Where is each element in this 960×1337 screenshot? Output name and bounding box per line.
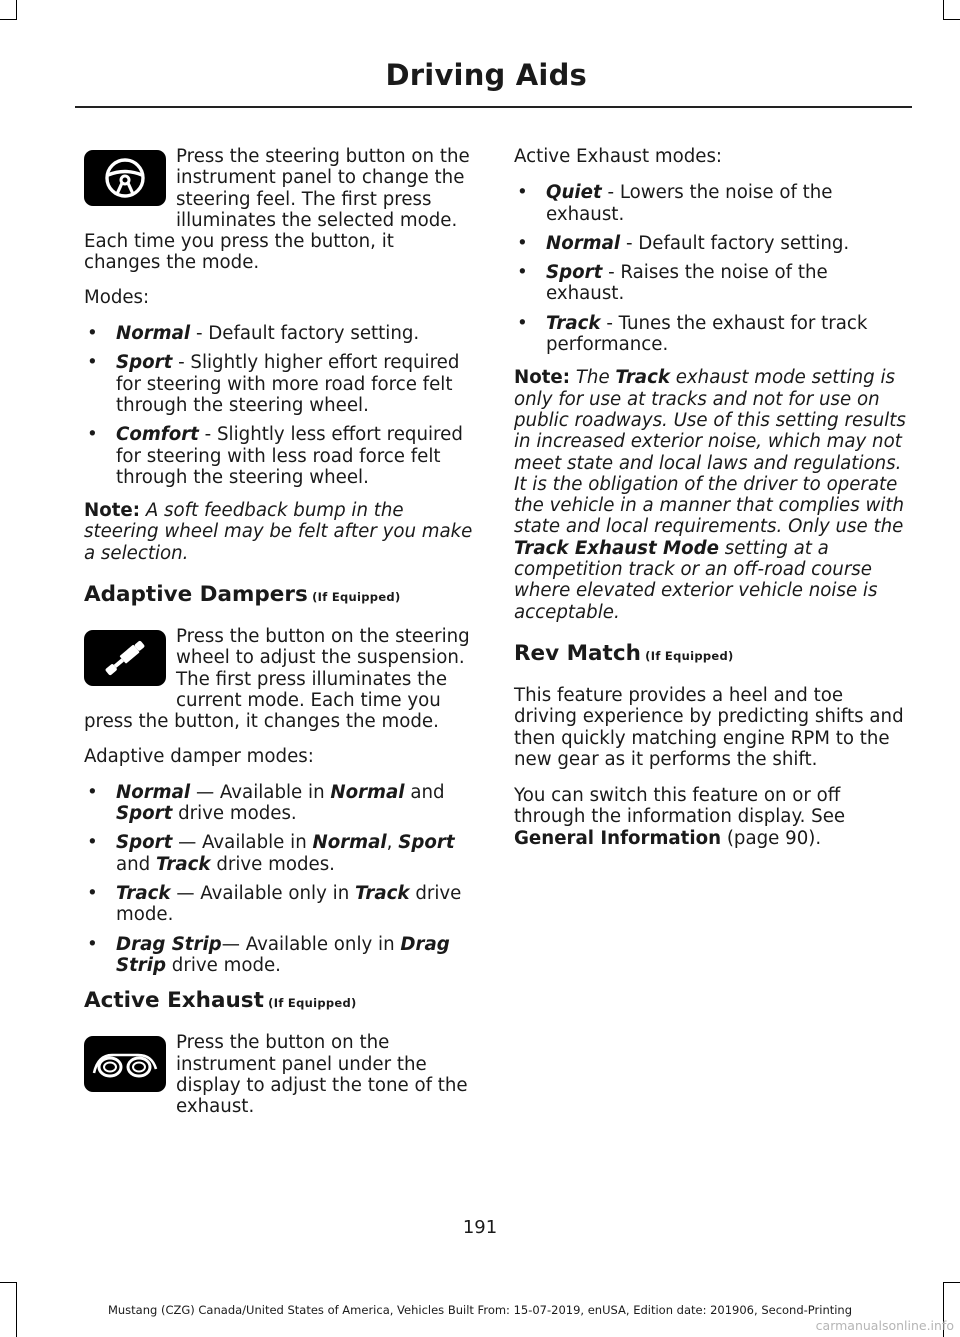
- info-text: You can switch this feature on or off through the information display. See: [514, 785, 846, 828]
- mode-text: — Available only in: [170, 883, 355, 905]
- list-item: [84, 782, 476, 825]
- mode-text: and: [116, 853, 156, 875]
- mode-name: Quiet: [546, 182, 602, 204]
- drive-mode: Normal: [330, 781, 405, 803]
- mode-text: - Lowers the noise of the exhaust.: [546, 182, 833, 225]
- steering-modes-list: [84, 323, 476, 488]
- mode-name: Track: [546, 312, 601, 334]
- list-item: [514, 313, 908, 356]
- note-label: Note:: [84, 500, 141, 522]
- mode-text: — Available in: [172, 832, 313, 854]
- list-item: [84, 323, 476, 344]
- equipped-tag: (If Equipped): [263, 996, 357, 1011]
- dampers-intro: Press the button on the steering wheel to adjust the suspension. The first press illuminates the current mode. Each time you press the button, it changes the mode.: [84, 626, 470, 733]
- shock-absorber-icon: [84, 630, 166, 686]
- steering-note: [84, 500, 476, 564]
- drive-mode: Track: [355, 883, 410, 905]
- crop-mark: [0, 1282, 17, 1283]
- mode-name: Normal: [116, 781, 191, 803]
- note-text: A soft feedback bump in the steering wheel may be felt after you make a selection.: [84, 500, 473, 564]
- equipped-tag: (If Equipped): [640, 648, 734, 663]
- rev-match-description: This feature provides a heel and toe driving experience by predicting shifts and then quickly matching engine RPM to the new gear as it performs the shift.: [514, 684, 904, 770]
- note-text: exhaust mode setting is only for use at tracks and not for use on public roadways. Use of this setting results in increased exterior noise, which may not meet state and local laws and regulations. It is the obligation of the driver to operate the vehicle in a manner that complies with state and local requirements. Only use the: [514, 367, 906, 538]
- exhaust-tips-icon: [84, 1036, 166, 1092]
- list-item: [84, 424, 476, 488]
- crop-mark: [16, 0, 17, 20]
- list-item: [514, 262, 908, 305]
- note-emphasis: Track Exhaust Mode: [514, 537, 719, 559]
- mode-name: Sport: [116, 352, 173, 374]
- mode-name: Sport: [116, 832, 173, 854]
- note-text: setting at a competition track or an off-road course where elevated exterior vehicle noise is acceptable.: [514, 537, 878, 623]
- cross-reference-link[interactable]: General Information: [514, 827, 722, 849]
- header-divider: [75, 106, 912, 108]
- heading-text: Adaptive Dampers: [84, 582, 308, 608]
- mode-text: drive modes.: [172, 803, 297, 825]
- note-label: Note:: [514, 367, 571, 389]
- drive-mode: Sport: [116, 803, 173, 825]
- mode-text: drive modes.: [210, 853, 335, 875]
- exhaust-modes-label: Active Exhaust modes:: [514, 146, 723, 167]
- crop-mark: [943, 19, 960, 20]
- list-item: [84, 934, 476, 977]
- list-item: [514, 233, 908, 254]
- crop-mark: [943, 0, 944, 20]
- mode-text: — Available only in: [221, 933, 401, 955]
- drive-mode: Sport: [398, 832, 455, 854]
- mode-text: - Slightly less effort required for steering with less road force felt through the steering wheel.: [116, 424, 463, 488]
- modes-label: Modes:: [84, 286, 150, 308]
- mode-name: Normal: [116, 323, 191, 345]
- mode-text: and: [404, 781, 445, 803]
- heading-text: Active Exhaust: [84, 988, 264, 1014]
- list-item: [84, 883, 476, 926]
- mode-text: drive mode.: [166, 954, 281, 976]
- mode-name: Track: [116, 883, 171, 905]
- page-number: 191: [462, 1217, 498, 1238]
- mode-text: - Raises the noise of the exhaust.: [546, 262, 828, 305]
- drive-mode: Track: [156, 853, 211, 875]
- left-column: [84, 146, 476, 1130]
- mode-text: - Slightly higher effort required for steering with more road force felt through the steering wheel.: [116, 352, 460, 416]
- mode-name: Normal: [546, 232, 621, 254]
- mode-text: drive mode.: [116, 883, 462, 926]
- note-emphasis: Track: [615, 367, 670, 389]
- steering-wheel-icon: [84, 150, 166, 206]
- equipped-tag: (If Equipped): [307, 590, 401, 605]
- mode-name: Drag Strip: [116, 933, 222, 955]
- page-title: Driving Aids: [385, 58, 587, 92]
- list-item: [514, 182, 908, 225]
- mode-text: - Tunes the exhaust for track performance.: [546, 312, 868, 356]
- right-column: [514, 146, 908, 864]
- exhaust-intro: Press the button on the instrument panel under the display to adjust the tone of the exhaust.: [176, 1032, 468, 1118]
- damper-modes-label: Adaptive damper modes:: [84, 745, 314, 767]
- drive-mode: Normal: [312, 832, 387, 854]
- damper-modes-list: [84, 782, 476, 976]
- mode-text: - Default factory setting.: [190, 323, 420, 345]
- steering-intro: Press the steering button on the instrument panel to change the steering feel. The first press illuminates the selected mode. Each time you press the button, it changes the mode.: [84, 146, 470, 274]
- crop-mark: [0, 19, 17, 20]
- heading-text: Rev Match: [514, 640, 641, 666]
- list-item: [84, 352, 476, 416]
- mode-name: Sport: [546, 262, 603, 284]
- note-text: The: [570, 367, 616, 389]
- mode-text: ,: [386, 832, 399, 854]
- crop-mark: [943, 1282, 960, 1283]
- section-heading-active-exhaust: [84, 988, 476, 1016]
- mode-text: — Available in: [190, 781, 331, 803]
- exhaust-note: [514, 367, 908, 623]
- mode-name: Comfort: [116, 424, 199, 446]
- rev-match-info: [514, 785, 908, 849]
- footer-info: Mustang (CZG) Canada/United States of America, Vehicles Built From: 15-07-2019, enUSA, Edition date: 201906, Second-Printing: [107, 1303, 853, 1317]
- page-reference: (page 90).: [721, 827, 822, 849]
- list-item: [84, 832, 476, 875]
- exhaust-modes-list: [514, 182, 908, 355]
- watermark: carmanualsonline.info: [815, 1318, 954, 1333]
- mode-text: - Default factory setting.: [620, 232, 850, 254]
- drive-mode: Drag Strip: [116, 933, 450, 976]
- section-heading-rev-match: [514, 641, 908, 669]
- section-heading-adaptive-dampers: [84, 582, 476, 610]
